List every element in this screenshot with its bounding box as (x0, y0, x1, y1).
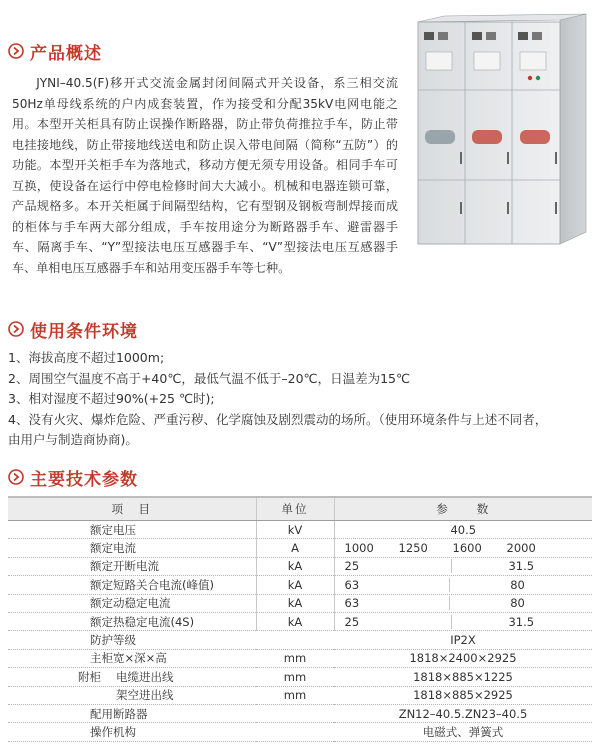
table-row (8, 539, 592, 557)
row-value: 40.5 (334, 521, 592, 539)
specs-header (8, 466, 138, 488)
header-item: 项 目 (8, 497, 256, 521)
condition-item: 4、没有火灾、爆炸危险、严重污秽、化学腐蚀及剧烈震动的场所。（使用环境条件与上述不同者， (8, 411, 548, 427)
conditions-list (8, 348, 592, 451)
row-unit (256, 723, 334, 741)
value-left: 63 (344, 596, 360, 611)
table-row (8, 723, 592, 741)
spec-table (8, 496, 592, 742)
row-unit: mm (256, 668, 334, 686)
condition-item: 1、海拔高度不超过1000m; (8, 350, 165, 365)
value-right: 80 (449, 596, 592, 610)
row-item-group (8, 668, 256, 686)
table-row (8, 594, 592, 612)
table-row (8, 521, 592, 539)
row-unit: kA (256, 612, 334, 630)
value-left: 63 (344, 577, 360, 592)
row-value: 电磁式、弹簧式 (334, 723, 592, 741)
row-unit (256, 631, 334, 649)
group-label: 附柜 (78, 669, 101, 684)
row-item: 主柜宽×深×高 (8, 649, 256, 667)
row-unit: kA (256, 576, 334, 594)
table-row (8, 576, 592, 594)
row-value: 1818×2400×2925 (334, 649, 592, 667)
row-item: 额定电压 (8, 521, 256, 539)
row-item: 额定电流 (8, 539, 256, 557)
row-value: 1818×885×1225 (334, 668, 592, 686)
table-header-row (8, 497, 592, 521)
row-values (334, 557, 592, 575)
value-left: 25 (344, 559, 360, 574)
row-value: IP2X (334, 631, 592, 649)
arrow-bullet-icon (8, 321, 24, 337)
conditions-header (8, 318, 138, 340)
row-item: 架空进出线 (8, 686, 256, 704)
table-row (8, 557, 592, 575)
table-row (8, 686, 592, 704)
specs-title: 主要技术参数 (30, 469, 138, 490)
table-row (8, 631, 592, 649)
row-item: 电缆进出线 (116, 669, 174, 684)
row-item: 操作机构 (8, 723, 256, 741)
table-row (8, 704, 592, 722)
row-value: 1818×885×2925 (334, 686, 592, 704)
row-values (334, 576, 592, 594)
row-item: 额定短路关合电流(峰值) (8, 576, 256, 594)
header-unit: 单位 (256, 497, 334, 521)
row-unit: kA (256, 557, 334, 575)
table-row (8, 649, 592, 667)
table-row (8, 612, 592, 630)
row-values (334, 539, 592, 557)
arrow-bullet-icon (8, 469, 24, 485)
row-unit: mm (256, 686, 334, 704)
value-right: 31.5 (451, 559, 592, 573)
arrow-bullet-icon (8, 43, 24, 59)
condition-item: 由用户与制造商协商)。 (8, 432, 138, 448)
value-right: 80 (449, 578, 592, 592)
current-value: 2000 (506, 541, 536, 556)
row-unit: A (256, 539, 334, 557)
value-left: 25 (344, 614, 360, 629)
row-item: 防护等级 (8, 631, 256, 649)
current-value: 1000 (344, 541, 374, 556)
condition-item: 2、周围空气温度不高于+40℃，最低气温不低于–20℃，日温差为15℃ (8, 370, 411, 386)
row-item: 额定热稳定电流(4S) (8, 612, 256, 630)
row-unit: kA (256, 594, 334, 612)
row-unit (256, 704, 334, 722)
row-unit: kV (256, 521, 334, 539)
row-unit: mm (256, 649, 334, 667)
condition-item: 3、相对湿度不超过90%(+25 ℃时); (8, 391, 215, 407)
row-values (334, 594, 592, 612)
row-item: 额定开断电流 (8, 557, 256, 575)
current-value: 1250 (398, 541, 428, 556)
value-right: 31.5 (451, 615, 592, 629)
row-value: ZN12–40.5.ZN23–40.5 (334, 704, 592, 722)
current-value: 1600 (452, 541, 482, 556)
table-row (8, 668, 592, 686)
row-values (334, 612, 592, 630)
header-params: 参 数 (334, 497, 592, 521)
row-item: 配用断路器 (8, 704, 256, 722)
overview-paragraph: JYNI–40.5(F)移开式交流金属封闭间隔式开关设备，系三相交流50Hz单母线系统的户内成套装置，作为接受和分配35kV电网电能之用。本型开关柜具有防止误操作断路器，防止带负荷推拉手车，防止带电挂接地线，防止带接地线送电和防止误入带电间隔（简称“五防”）的功能。本型开关柜手车为落地式，移动方便无须专用设备。相同手车可互换，使设备在运行中停电检修时间大大减小。机械和电器连锁可靠，产品规格多。本开关柜属于间隔型结构，它有型钢及钢板弯制焊接而成的柜体与手车两大部分组成，手车按用途分为断路器手车、避雷器手车、隔离手车、“Y”型接法电压互感器手车、“V”型接法电压互感器手车、单相电压互感器手车和站用变压器手车等七种。 (12, 76, 398, 275)
overview-header (8, 40, 102, 62)
conditions-title: 使用条件环境 (30, 321, 138, 342)
overview-title: 产品概述 (30, 43, 102, 64)
switchgear-cabinet-image (410, 12, 592, 248)
row-item: 额定动稳定电流 (8, 594, 256, 612)
